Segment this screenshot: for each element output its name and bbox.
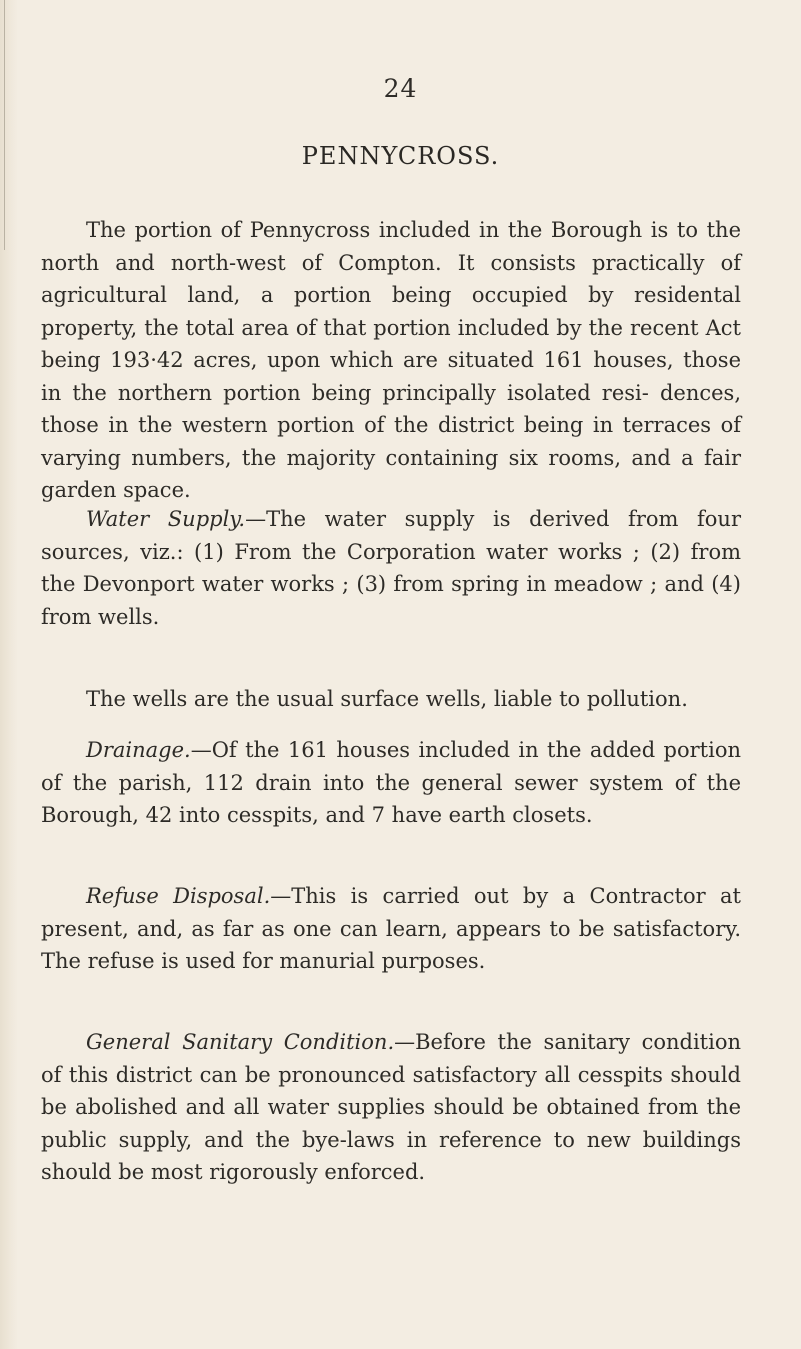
sanitary-condition-text: —Before the sanitary condition of this district can be pronounced satisfactory all cesspits should be abolished and all water supplies should be obtained from the public supply, and the bye-laws in reference to new buildings should be most rigorously enforced. <box>41 1030 741 1184</box>
refuse-disposal-paragraph <box>41 880 741 978</box>
drainage-text: —Of the 161 houses included in the added portion of the parish, 112 drain into the general sewer system of the Borough, 42 into cesspits, and 7 have earth closets. <box>41 738 741 827</box>
drainage-paragraph <box>41 734 741 832</box>
refuse-disposal-text: —This is carried out by a Contractor at present, and, as far as one can learn, appears to be satisfactory. The refuse is used for manurial purposes. <box>41 884 741 973</box>
wells-paragraph <box>41 683 741 716</box>
page-title: PENNYCROSS. <box>301 142 500 170</box>
sanitary-condition-paragraph <box>41 1026 741 1189</box>
binding-edge-line <box>4 0 5 250</box>
sanitary-condition-body <box>41 1026 741 1189</box>
page-number: 24 <box>383 74 418 103</box>
sanitary-condition-heading: General Sanitary Condition. <box>86 1030 395 1054</box>
refuse-disposal-heading: Refuse Disposal. <box>86 884 271 908</box>
intro-text: The portion of Pennycross included in the Borough is to the north and north-west of Compton. It consists practically of agricultural land, a portion being occupied by residental property, the total area of that portion included by the recent Act being 193·42 acres, upon which are situated 161 houses, those in the northern portion being principally isolated resi- dences, those in the western portion of the district being in terraces of varying numbers, the majority containing six rooms, and a fair garden space. <box>41 218 741 502</box>
water-supply-heading: Water Supply. <box>86 507 246 531</box>
drainage-body <box>41 734 741 832</box>
page-edge-shadow <box>0 0 18 1349</box>
drainage-heading: Drainage. <box>86 738 191 762</box>
water-supply-body <box>41 503 741 633</box>
refuse-disposal-body <box>41 880 741 978</box>
wells-text: The wells are the usual surface wells, liable to pollution. <box>86 687 688 711</box>
water-supply-paragraph <box>41 503 741 633</box>
intro-paragraph <box>41 214 741 507</box>
water-supply-text: —The water supply is derived from four sources, viz.: (1) From the Corporation water works ; (2) from the Devonport water works ; (3) from spring in meadow ; and (4) from wells. <box>41 507 741 629</box>
